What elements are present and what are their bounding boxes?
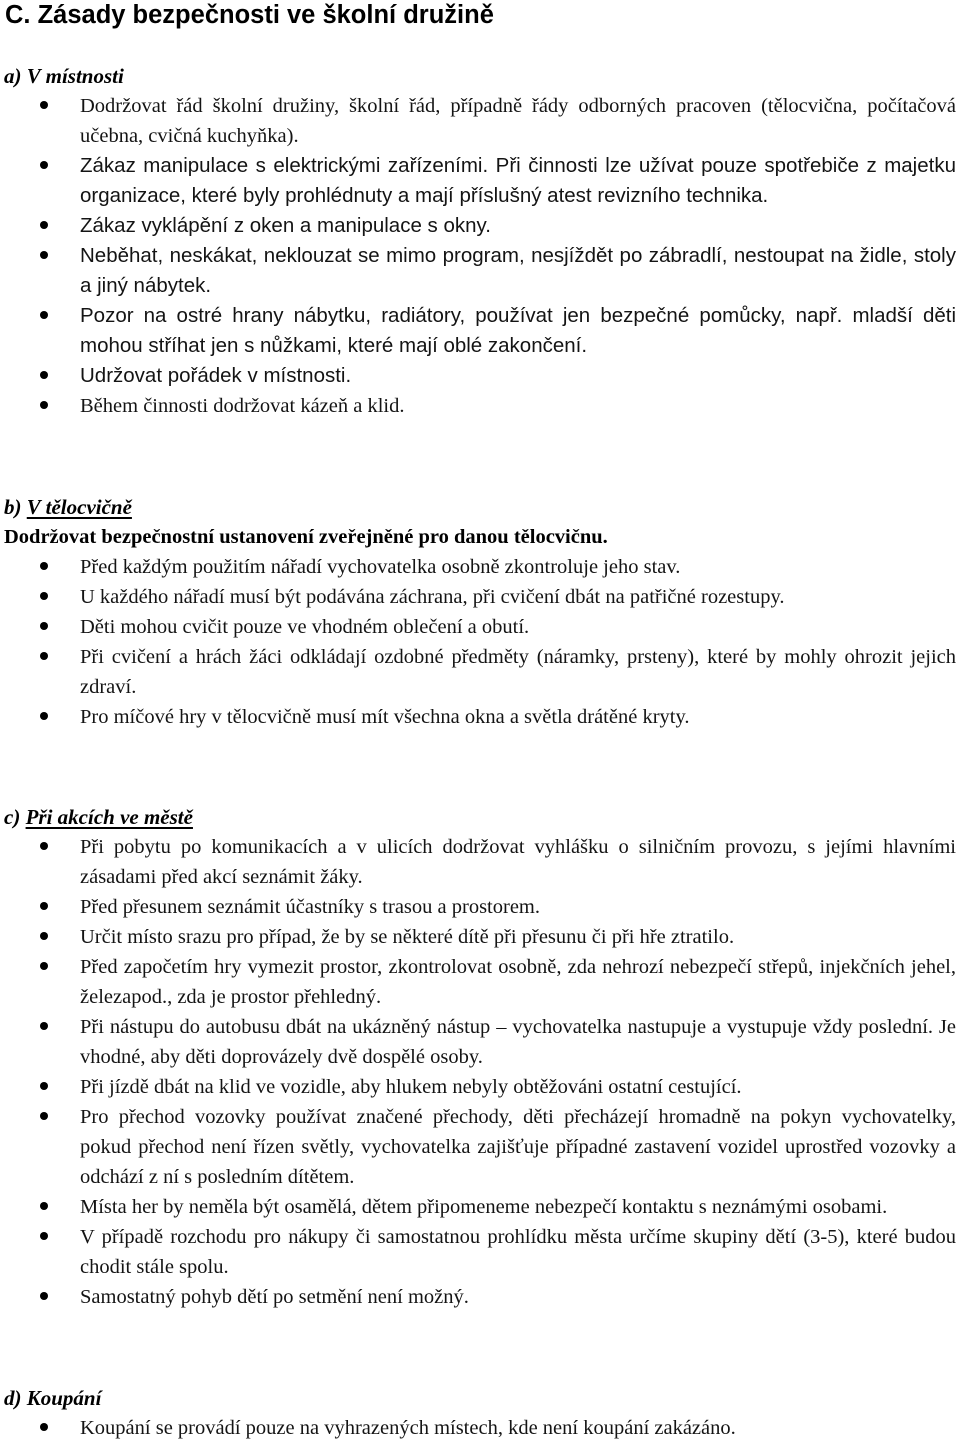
section-list-c bbox=[0, 832, 956, 1312]
section-list-a bbox=[0, 91, 956, 421]
list-item: Koupání se provádí pouze na vyhrazených místech, kde není koupání zakázáno. bbox=[0, 1413, 956, 1443]
list-item: V případě rozchodu pro nákupy či samostatnou prohlídku města určíme skupiny dětí (3-5), které budou chodit stále spolu. bbox=[0, 1222, 956, 1282]
list-item: Při jízdě dbát na klid ve vozidle, aby hlukem nebyly obtěžováni ostatní cestující. bbox=[0, 1072, 956, 1102]
list-item: Neběhat, neskákat, neklouzat se mimo program, nesjíždět po zábradlí, nestoupat na židle, stoly a jiný nábytek. bbox=[0, 241, 956, 301]
bullet-icon bbox=[40, 1202, 48, 1210]
section-heading-d: d) Koupání bbox=[4, 1386, 102, 1410]
list-item: Pro míčové hry v tělocvičně musí mít všechna okna a světla drátěné kryty. bbox=[0, 702, 956, 732]
list-item: Před každým použitím nářadí vychovatelka osobně zkontroluje jeho stav. bbox=[0, 552, 956, 582]
bullet-icon bbox=[40, 1423, 48, 1431]
list-item: Pozor na ostré hrany nábytku, radiátory, používat jen bezpečné pomůcky, např. mladší děti mohou stříhat jen s nůžkami, které mají oblé zakončení. bbox=[0, 301, 956, 361]
list-item: Samostatný pohyb dětí po setmění není možný. bbox=[0, 1282, 956, 1312]
bullet-icon bbox=[40, 221, 48, 229]
bullet-icon bbox=[40, 161, 48, 169]
list-item: Během činnosti dodržovat kázeň a klid. bbox=[0, 391, 956, 421]
section-heading-b: b) V tělocvičně bbox=[4, 495, 132, 519]
section-subheading-b: Dodržovat bezpečnostní ustanovení zveřejněné pro danou tělocvičnu. bbox=[4, 526, 608, 548]
bullet-icon bbox=[40, 712, 48, 720]
bullet-icon bbox=[40, 592, 48, 600]
bullet-icon bbox=[40, 311, 48, 319]
list-item: Před započetím hry vymezit prostor, zkontrolovat osobně, zda nehrozí nebezpečí střepů, injekčních jehel, železapod., zda je prostor přehledný. bbox=[0, 952, 956, 1012]
bullet-icon bbox=[40, 902, 48, 910]
bullet-icon bbox=[40, 842, 48, 850]
list-item: Určit místo srazu pro případ, že by se některé dítě při přesunu či při hře ztratilo. bbox=[0, 922, 956, 952]
list-item: Udržovat pořádek v místnosti. bbox=[0, 361, 956, 391]
list-item: Při nástupu do autobusu dbát na ukázněný nástup – vychovatelka nastupuje a vystupuje vždy poslední. Je vhodné, aby děti doprovázely dvě dospělé osoby. bbox=[0, 1012, 956, 1072]
list-item: Místa her by neměla být osamělá, dětem připomeneme nebezpečí kontaktu s neznámými osobami. bbox=[0, 1192, 956, 1222]
list-item: Při cvičení a hrách žáci odkládají ozdobné předměty (náramky, prsteny), které by mohly ohrozit jejich zdraví. bbox=[0, 642, 956, 702]
bullet-icon bbox=[40, 652, 48, 660]
bullet-icon bbox=[40, 622, 48, 630]
section-list-b bbox=[0, 552, 956, 732]
document-title: C. Zásady bezpečnosti ve školní družině bbox=[5, 1, 494, 29]
list-item: Před přesunem seznámit účastníky s trasou a prostorem. bbox=[0, 892, 956, 922]
section-heading-c: c) Při akcích ve městě bbox=[4, 805, 193, 829]
bullet-icon bbox=[40, 1082, 48, 1090]
list-item: Zákaz manipulace s elektrickými zařízeními. Při činnosti lze užívat pouze spotřebiče z majetku organizace, které byly prohlédnuty a mají příslušný atest revizního technika. bbox=[0, 151, 956, 211]
bullet-icon bbox=[40, 251, 48, 259]
bullet-icon bbox=[40, 962, 48, 970]
bullet-icon bbox=[40, 1232, 48, 1240]
bullet-icon bbox=[40, 932, 48, 940]
list-item: Při pobytu po komunikacích a v ulicích dodržovat vyhlášku o silničním provozu, s jejími hlavními zásadami před akcí seznámit žáky. bbox=[0, 832, 956, 892]
list-item: U každého nářadí musí být podávána záchrana, při cvičení dbát na patřičné rozestupy. bbox=[0, 582, 956, 612]
bullet-icon bbox=[40, 1112, 48, 1120]
section-heading-a: a) V místnosti bbox=[4, 64, 124, 88]
bullet-icon bbox=[40, 1022, 48, 1030]
list-item: Zákaz vyklápění z oken a manipulace s okny. bbox=[0, 211, 956, 241]
section-list-d bbox=[0, 1413, 956, 1443]
list-item: Dodržovat řád školní družiny, školní řád, případně řády odborných pracoven (tělocvična, počítačová učebna, cvičná kuchyňka). bbox=[0, 91, 956, 151]
bullet-icon bbox=[40, 371, 48, 379]
bullet-icon bbox=[40, 1292, 48, 1300]
list-item: Děti mohou cvičit pouze ve vhodném oblečení a obutí. bbox=[0, 612, 956, 642]
bullet-icon bbox=[40, 101, 48, 109]
bullet-icon bbox=[40, 401, 48, 409]
list-item: Pro přechod vozovky používat značené přechody, děti přecházejí hromadně na pokyn vychovatelky, pokud přechod není řízen světly, vychovatelka zajišťuje případné zastavení vozidel uprostřed vozovky a odchází z ní s posledním dítětem. bbox=[0, 1102, 956, 1192]
bullet-icon bbox=[40, 562, 48, 570]
